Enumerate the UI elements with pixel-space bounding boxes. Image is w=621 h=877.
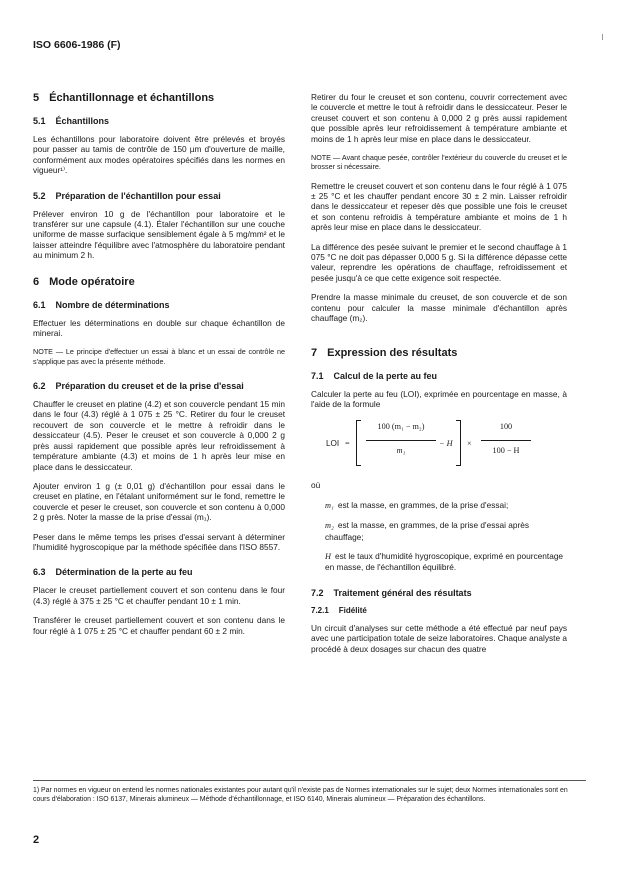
formula-minus-h: − H (439, 439, 453, 449)
formula-fraction-bar-b (481, 440, 531, 441)
formula-equals: = (345, 439, 350, 449)
section-6-2-paragraph-1: Chauffer le creuset en platine (4.2) et son couvercle pendant 15 min dans le four (4.3) réglé à 1 075 ± 25 °C. Retirer du four le creuset recouvert de son couvercle et le mettre à refroidir dans le dessiccateur (4.5). Peser le creuset et son couvercle à 0,000 2 g près aussi rapidement que possible après leur refroidissement à température ambiante (4.3) et moins de 1 h après leur mise en place dans le dessiccateur. (33, 399, 285, 472)
footnote-rule (33, 780, 586, 781)
section-6-1-heading: 6.1 Nombre de déterminations (33, 299, 170, 310)
section-5-1-heading: 5.1 Échantillons (33, 116, 110, 126)
edge-mark (602, 34, 603, 40)
section-6-2-paragraph-2: Ajouter environ 1 g (± 0,01 g) d'échantillon pour essai dans le creuset en platine, en l'étalant uniformément sur le fond, remettre le couvercle et peser le creuset, son couvercle et son contenu à 0,000 2 g près. Noter la masse de la prise d'essai (m₁). (33, 480, 285, 523)
section-7-2-1-heading: 7.2.1 Fidélité (311, 605, 367, 615)
section-7-2-heading: 7.2 Traitement général des résultats (311, 587, 472, 598)
formula-times: × (467, 439, 472, 449)
section-6-1-paragraph: Effectuer les déterminations en double sur chaque échantillon de minerai. (33, 317, 285, 339)
formula-lhs: LOI (326, 439, 340, 449)
formula-fraction-bar-a (366, 440, 436, 441)
section-6-3-heading: 6.3 Détermination de la perte au feu (33, 567, 193, 578)
definition-m2: m₂ est la masse, en grammes, de la prise d'essai après chauffage; (325, 520, 530, 542)
section-6-2-heading: 6.2 Préparation du creuset et de la prise d'essai (33, 381, 244, 392)
page-number: 2 (33, 834, 40, 846)
brush-note: NOTE — Avant chaque pesée, contrôler l'extérieur du couvercle du creuset et le brosser si nécessaire. (311, 153, 567, 172)
section-5-2-paragraph: Prélever environ 10 g de l'échantillon pour laboratoire et le transférer sur une capsule (4.1). Étaler l'échantillon sur une couche uniforme de masse surfacique sensiblement égale à 5 mg/mm² et le laisser atteindre l'équilibre avec l'atmosphère du laboratoire pendant au minimum 2 h. (33, 208, 285, 261)
continuation-paragraph-2: Remettre le creuset couvert et son contenu dans le four réglé à 1 075 ± 25 °C et les chauffer pendant encore 30 ± 2 min. Laisser refroidir dans le dessiccateur et repeser dès que possible une fois le creuset et son contenu refroidis à température ambiante et moins de 1 h après leur mise en place dans le dessiccateur. (311, 180, 567, 233)
formula-denominator-b: 100 − H (492, 446, 520, 456)
section-6-3-paragraph-1: Placer le creuset partiellement couvert et son contenu dans le four (4.3) réglé à 375 ± 25 °C et chauffer pendant 10 ± 1 min. (33, 585, 285, 606)
section-5-heading: 5 Échantillonnage et échantillons (33, 92, 215, 104)
section-7-1-heading: 7.1 Calcul de la perte au feu (311, 370, 438, 381)
section-5-1-paragraph: Les échantillons pour laboratoire doivent être prélevés et broyés pour passer au tamis de contrôle de 150 µm d'ouverture de maille, conformément aux modes opératoires spécifiés dans les normes en vigueur¹⁾. (33, 134, 285, 176)
section-5-2-heading: 5.2 Préparation de l'échantillon pour essai (33, 190, 221, 201)
loi-formula (311, 418, 567, 470)
section-6-heading: 6 Mode opératoire (33, 275, 135, 288)
formula-numerator-a: 100 (m₁ − m₂) (377, 422, 425, 432)
formula-denominator-a: m₁ (396, 446, 406, 456)
definition-m1: m₁ est la masse, en grammes, de la prise d'essai; (325, 499, 509, 510)
where-label: où (311, 480, 321, 491)
formula-left-bracket (356, 420, 361, 466)
definition-h: H est le taux d'humidité hygroscopique, exprimé en pourcentage en masse, de l'échantillon équilibré. (325, 550, 564, 573)
section-6-3-paragraph-2: Transférer le creuset partiellement couvert et son contenu dans le four réglé à 1 075 ± 25 °C et chauffer pendant 60 ± 2 min. (33, 615, 285, 636)
continuation-paragraph-4: Prendre la masse minimale du creuset, de son couvercle et de son contenu pour calculer la masse minimale d'échantillon après chauffage (m₂). (311, 292, 567, 324)
continuation-paragraph-3: La différence des pesée suivant le premier et le second chauffage à 1 075 °C ne doit pas dépasser 0,000 5 g. Si la différence dépasse cette valeur, reprendre les opérations de chauffage, refroidissement et pesée jusqu'à ce que cette exigence soit respectée. (311, 241, 567, 283)
section-7-1-paragraph: Calculer la perte au feu (LOI), exprimée en pourcentage en masse, à l'aide de la formule (311, 388, 567, 409)
formula-numerator-b: 100 (499, 422, 513, 432)
document-header: ISO 6606-1986 (F) (33, 39, 121, 51)
footnote: 1) Par normes en vigueur on entend les normes nationales existantes pour autant qu'il n'existe pas de Normes internationales sur le sujet; deux Normes internationales sont en cours d'élaboration : ISO 6137, Minerais alumineux — Méthode d'échantillonnage, et ISO 6140, Minerais alumineux — Préparation des échantillons. (33, 787, 568, 803)
section-6-2-paragraph-3: Peser dans le même temps les prises d'essai servant à déterminer l'humidité hygroscopique par la méthode spécifiée dans l'ISO 8557. (33, 531, 285, 552)
section-7-heading: 7 Expression des résultats (311, 346, 458, 359)
left-column (33, 92, 285, 645)
formula-right-bracket (456, 420, 461, 466)
section-6-1-note: NOTE — Le principe d'effectuer un essai à blanc et un essai de contrôle ne s'applique pas avec la présente méthode. (33, 347, 285, 366)
continuation-paragraph-1: Retirer du four le creuset et son contenu, couvrir correctement avec le couvercle et mettre le tout à refroidir dans le dessiccateur. Peser le creuset couvert et son contenu à 0,000 2 g près aussi rapidement que possible après leur refroidissement à température ambiante et moins de 1 h après leur mise en place dans le dessiccateur. (311, 92, 567, 144)
right-column (311, 92, 567, 663)
section-7-2-1-paragraph: Un circuit d'analyses sur cette méthode a été effectué par neuf pays avec une participation totale de seize laboratoires. Chaque analyste a procédé à deux dosages sur chacun des quatre (311, 622, 567, 654)
